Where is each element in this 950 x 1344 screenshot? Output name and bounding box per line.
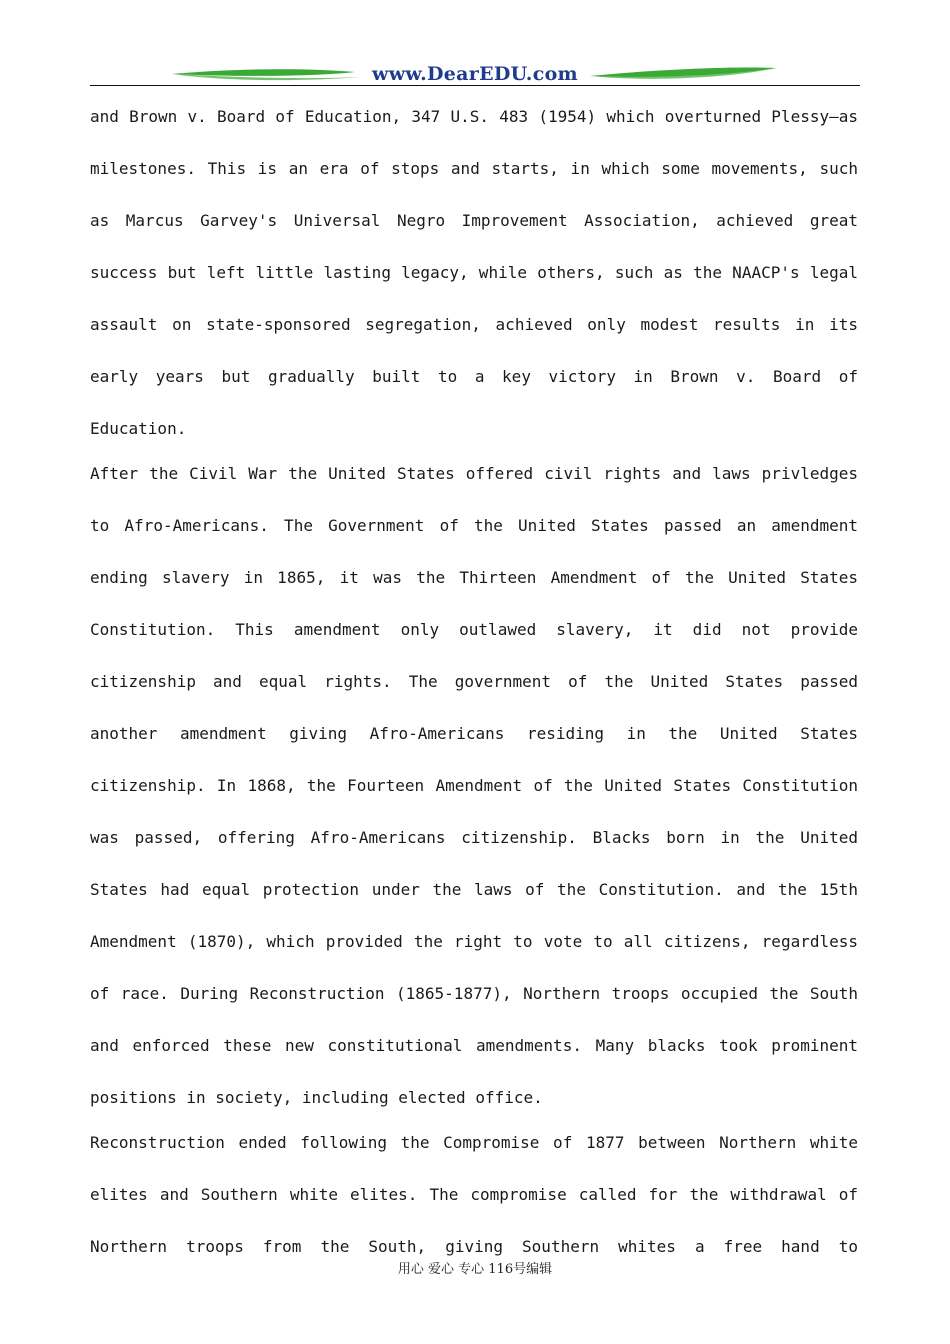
- dearedu-logo: [170, 62, 780, 88]
- document-body: [90, 91, 858, 1273]
- logo-text: www.DearEDU.com: [372, 63, 578, 85]
- paragraph-3: Reconstruction ended following the Compromise of 1877 between Northern white elites and Southern white elites. The compromise called for the withdrawal of Northern troops from the South, giving Southern whites a free hand to: [90, 1133, 858, 1256]
- paragraph-2: After the Civil War the United States offered civil rights and laws privledges to Afro-Americans. The Government of the United States passed an amendment ending slavery in 1865, it was the Thirteen Amendment of the United States Constitution. This amendment only outlawed slavery, it did not provide citizenship and equal rights. The government of the United States passed another amendment giving Afro-Americans residing in the United States citizenship. In 1868, the Fourteen Amendment of the United States Constitution was passed, offering Afro-Americans citizenship. Blacks born in the United States had equal protection under the laws of the Constitution. and the 15th Amendment (1870), which provided the right to vote to all citizens, regardless of race. During Reconstruction (1865-1877), Northern troops occupied the South and enforced these new constitutional amendments. Many blacks took prominent positions in society, including elected office.: [90, 464, 858, 1107]
- page-header: [90, 60, 860, 90]
- page-footer: 用心 爱心 专心 116号编辑: [397, 1262, 553, 1277]
- paragraph-1: and Brown v. Board of Education, 347 U.S. 483 (1954) which overturned Plessy—as milestones. This is an era of stops and starts, in which some movements, such as Marcus Garvey's Universal Negro Improvement Association, achieved great success but left little lasting legacy, while others, such as the NAACP's legal assault on state-sponsored segregation, achieved only modest results in its early years but gradually built to a key victory in Brown v. Board of Education.: [90, 107, 858, 438]
